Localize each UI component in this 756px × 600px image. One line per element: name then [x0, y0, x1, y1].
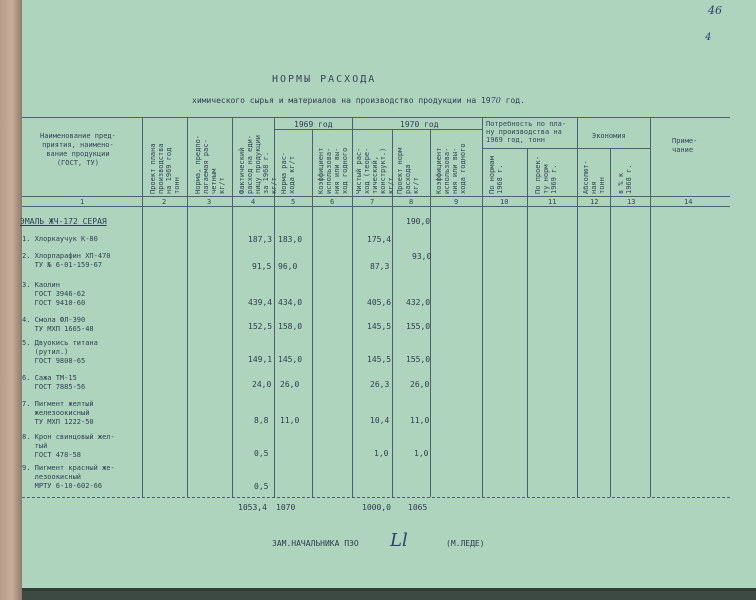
- row-norm-1969: 183,0: [278, 235, 303, 244]
- row-name: 1. Хлоркаучук К-80: [22, 235, 98, 243]
- header-norm-1969: Норма рас- хода кг/т: [280, 151, 296, 194]
- row-actual-1968: 152,5: [248, 322, 273, 331]
- header-year-1969: 1969 год: [294, 120, 333, 129]
- header-net-consumption: Чистый рас- ход (теоре- тический, конструкт.) кг/т: [355, 147, 395, 194]
- row-net: 1,0: [374, 449, 389, 458]
- row-name: 2. Хлорпарафин ХП-470 ТУ № 6-01-159-67: [22, 252, 111, 269]
- row-draft-norm: 26,0: [410, 380, 430, 389]
- row-actual-1968: 24,0: [252, 380, 272, 389]
- row-name: 3. Каолин ГОСТ 3946-62 ГОСТ 9410-60: [22, 281, 86, 307]
- colnum-3: 3: [207, 198, 212, 206]
- row-actual-1968: 149,1: [248, 355, 273, 364]
- row-draft-norm: 93,0: [412, 252, 432, 261]
- row-name: 6. Сажа ТМ-15 ГОСТ 7885-56: [22, 374, 86, 391]
- document-sheet: [22, 0, 756, 591]
- row-net: 26,3: [370, 380, 390, 389]
- document-title: НОРМЫ РАСХОДА: [272, 74, 377, 85]
- row-actual-1968: 439,4: [248, 298, 273, 307]
- row-draft-norm: 155,0: [406, 322, 431, 331]
- colnum-14: 14: [684, 198, 693, 206]
- row-net: 145,5: [367, 322, 392, 331]
- colnum-7: 7: [370, 198, 375, 206]
- row-name: 8. Крон свинцовый жел- тый ГОСТ 478-58: [22, 433, 115, 459]
- colnum-5: 5: [291, 198, 296, 206]
- document-subtitle: [192, 96, 525, 105]
- colnum-13: 13: [627, 198, 636, 206]
- row-norm-1969: 11,0: [280, 416, 300, 425]
- colnum-1: 1: [80, 198, 85, 206]
- row-actual-1968: 187,3: [248, 235, 273, 244]
- row-norm-1969: 26,0: [280, 380, 300, 389]
- header-name: Наименование пред- приятия, наимено- вание продукции (ГОСТ, ТУ): [40, 132, 116, 167]
- row-draft-norm: 11,0: [410, 416, 430, 425]
- row-net: 10,4: [370, 416, 390, 425]
- row-norm-1969: 145,0: [278, 355, 303, 364]
- row-actual-1968: 0,5: [254, 482, 269, 491]
- colnum-12: 12: [590, 198, 599, 206]
- subtitle-year: 70: [490, 96, 501, 105]
- header-need: Потребность по пла- ну производства на 1969 год, тонн: [486, 120, 567, 144]
- total-net: 1000,0: [362, 503, 391, 512]
- header-by-norms-1968: По нормам 1968 г.: [488, 156, 504, 194]
- subtitle-suffix: год.: [500, 96, 525, 105]
- colnum-11: 11: [548, 198, 557, 206]
- row-actual-1968: 91,5: [252, 262, 272, 271]
- header-coef-1969: Коэффициент использова- ния или вы- ход годного: [317, 147, 349, 194]
- subtitle-prefix: химического сырья и материалов на производство продукции на 19: [192, 96, 491, 105]
- row-actual-1968: 8,8: [254, 416, 269, 425]
- row-norm-1969: 158,0: [278, 322, 303, 331]
- header-actual-1968: Фактический расход на еди- ницу продукции за 1968 г. кг/т: [238, 134, 278, 194]
- section-norm: 190,0: [406, 217, 431, 226]
- header-bottom-rule: [22, 196, 730, 197]
- row-draft-norm: 155,0: [406, 355, 431, 364]
- header-coef-1970: Коэффициент использова- ния или вы- хода годного: [435, 143, 467, 194]
- ledger-binding: [0, 0, 22, 600]
- row-name: 7. Пигмент желтый железоокисный ТУ МХП 1222-50: [22, 400, 94, 426]
- row-name: 4. Смола ФЛ-390 ТУ МХП 1665-48: [22, 316, 94, 333]
- total-draft-norm: 1065: [408, 503, 428, 512]
- signature-name: (М.ЛЕДЕ): [446, 539, 485, 548]
- colnum-9: 9: [454, 198, 459, 206]
- section-title: ЭМАЛЬ ЖЧ-172 СЕРАЯ: [20, 217, 107, 226]
- total-norm-1969: 1070: [276, 503, 296, 512]
- header-plan: Проект плана производства на 1969 год тонн: [149, 143, 181, 194]
- row-norm-1969: 96,0: [278, 262, 298, 271]
- colnum-2: 2: [162, 198, 167, 206]
- table-top-rule: [22, 117, 730, 118]
- totals-rule: [22, 497, 730, 498]
- header-percent: в % к 1968 г.: [617, 164, 633, 194]
- colnum-6: 6: [330, 198, 335, 206]
- row-name: 9. Пигмент красный же- лезоокисный МРТУ 6-10-602-66: [22, 464, 115, 490]
- header-remark: Приме- чание: [672, 137, 698, 154]
- row-net: 405,6: [367, 298, 392, 307]
- row-draft-norm: 1,0: [414, 449, 429, 458]
- header-absolute: Абсолют- ная тонн: [582, 160, 606, 194]
- header-draft-norm: Проект норм расхода кг/т: [396, 147, 420, 194]
- colnum-8: 8: [409, 198, 414, 206]
- page-number: 46: [708, 4, 722, 17]
- sheet-number: 4: [705, 32, 712, 43]
- row-norm-1969: 434,0: [278, 298, 303, 307]
- row-net: 87,3: [370, 262, 390, 271]
- header-by-draft-1969: По проек- ту норм 1969 г.: [534, 156, 558, 194]
- header-year-1970: 1970 год: [400, 120, 439, 129]
- row-draft-norm: 432,0: [406, 298, 431, 307]
- colnum-bottom-rule: [22, 206, 730, 207]
- row-net: 145,5: [367, 355, 392, 364]
- colnum-4: 4: [251, 198, 256, 206]
- colnum-10: 10: [500, 198, 509, 206]
- header-norm-calc: Норма, предпо- лагаемая рас- четным кг/т: [194, 134, 226, 194]
- row-actual-1968: 0,5: [254, 449, 269, 458]
- row-net: 175,4: [367, 235, 392, 244]
- signature-title: ЗАМ.НАЧАЛЬНИКА ПЭО: [272, 539, 359, 548]
- signature-scrawl: Ll: [390, 530, 408, 551]
- row-name: 5. Двуокись титана (рутил.) ГОСТ 9808-65: [22, 339, 98, 365]
- total-actual-1968: 1053,4: [238, 503, 267, 512]
- header-economy: Экономия: [592, 132, 626, 140]
